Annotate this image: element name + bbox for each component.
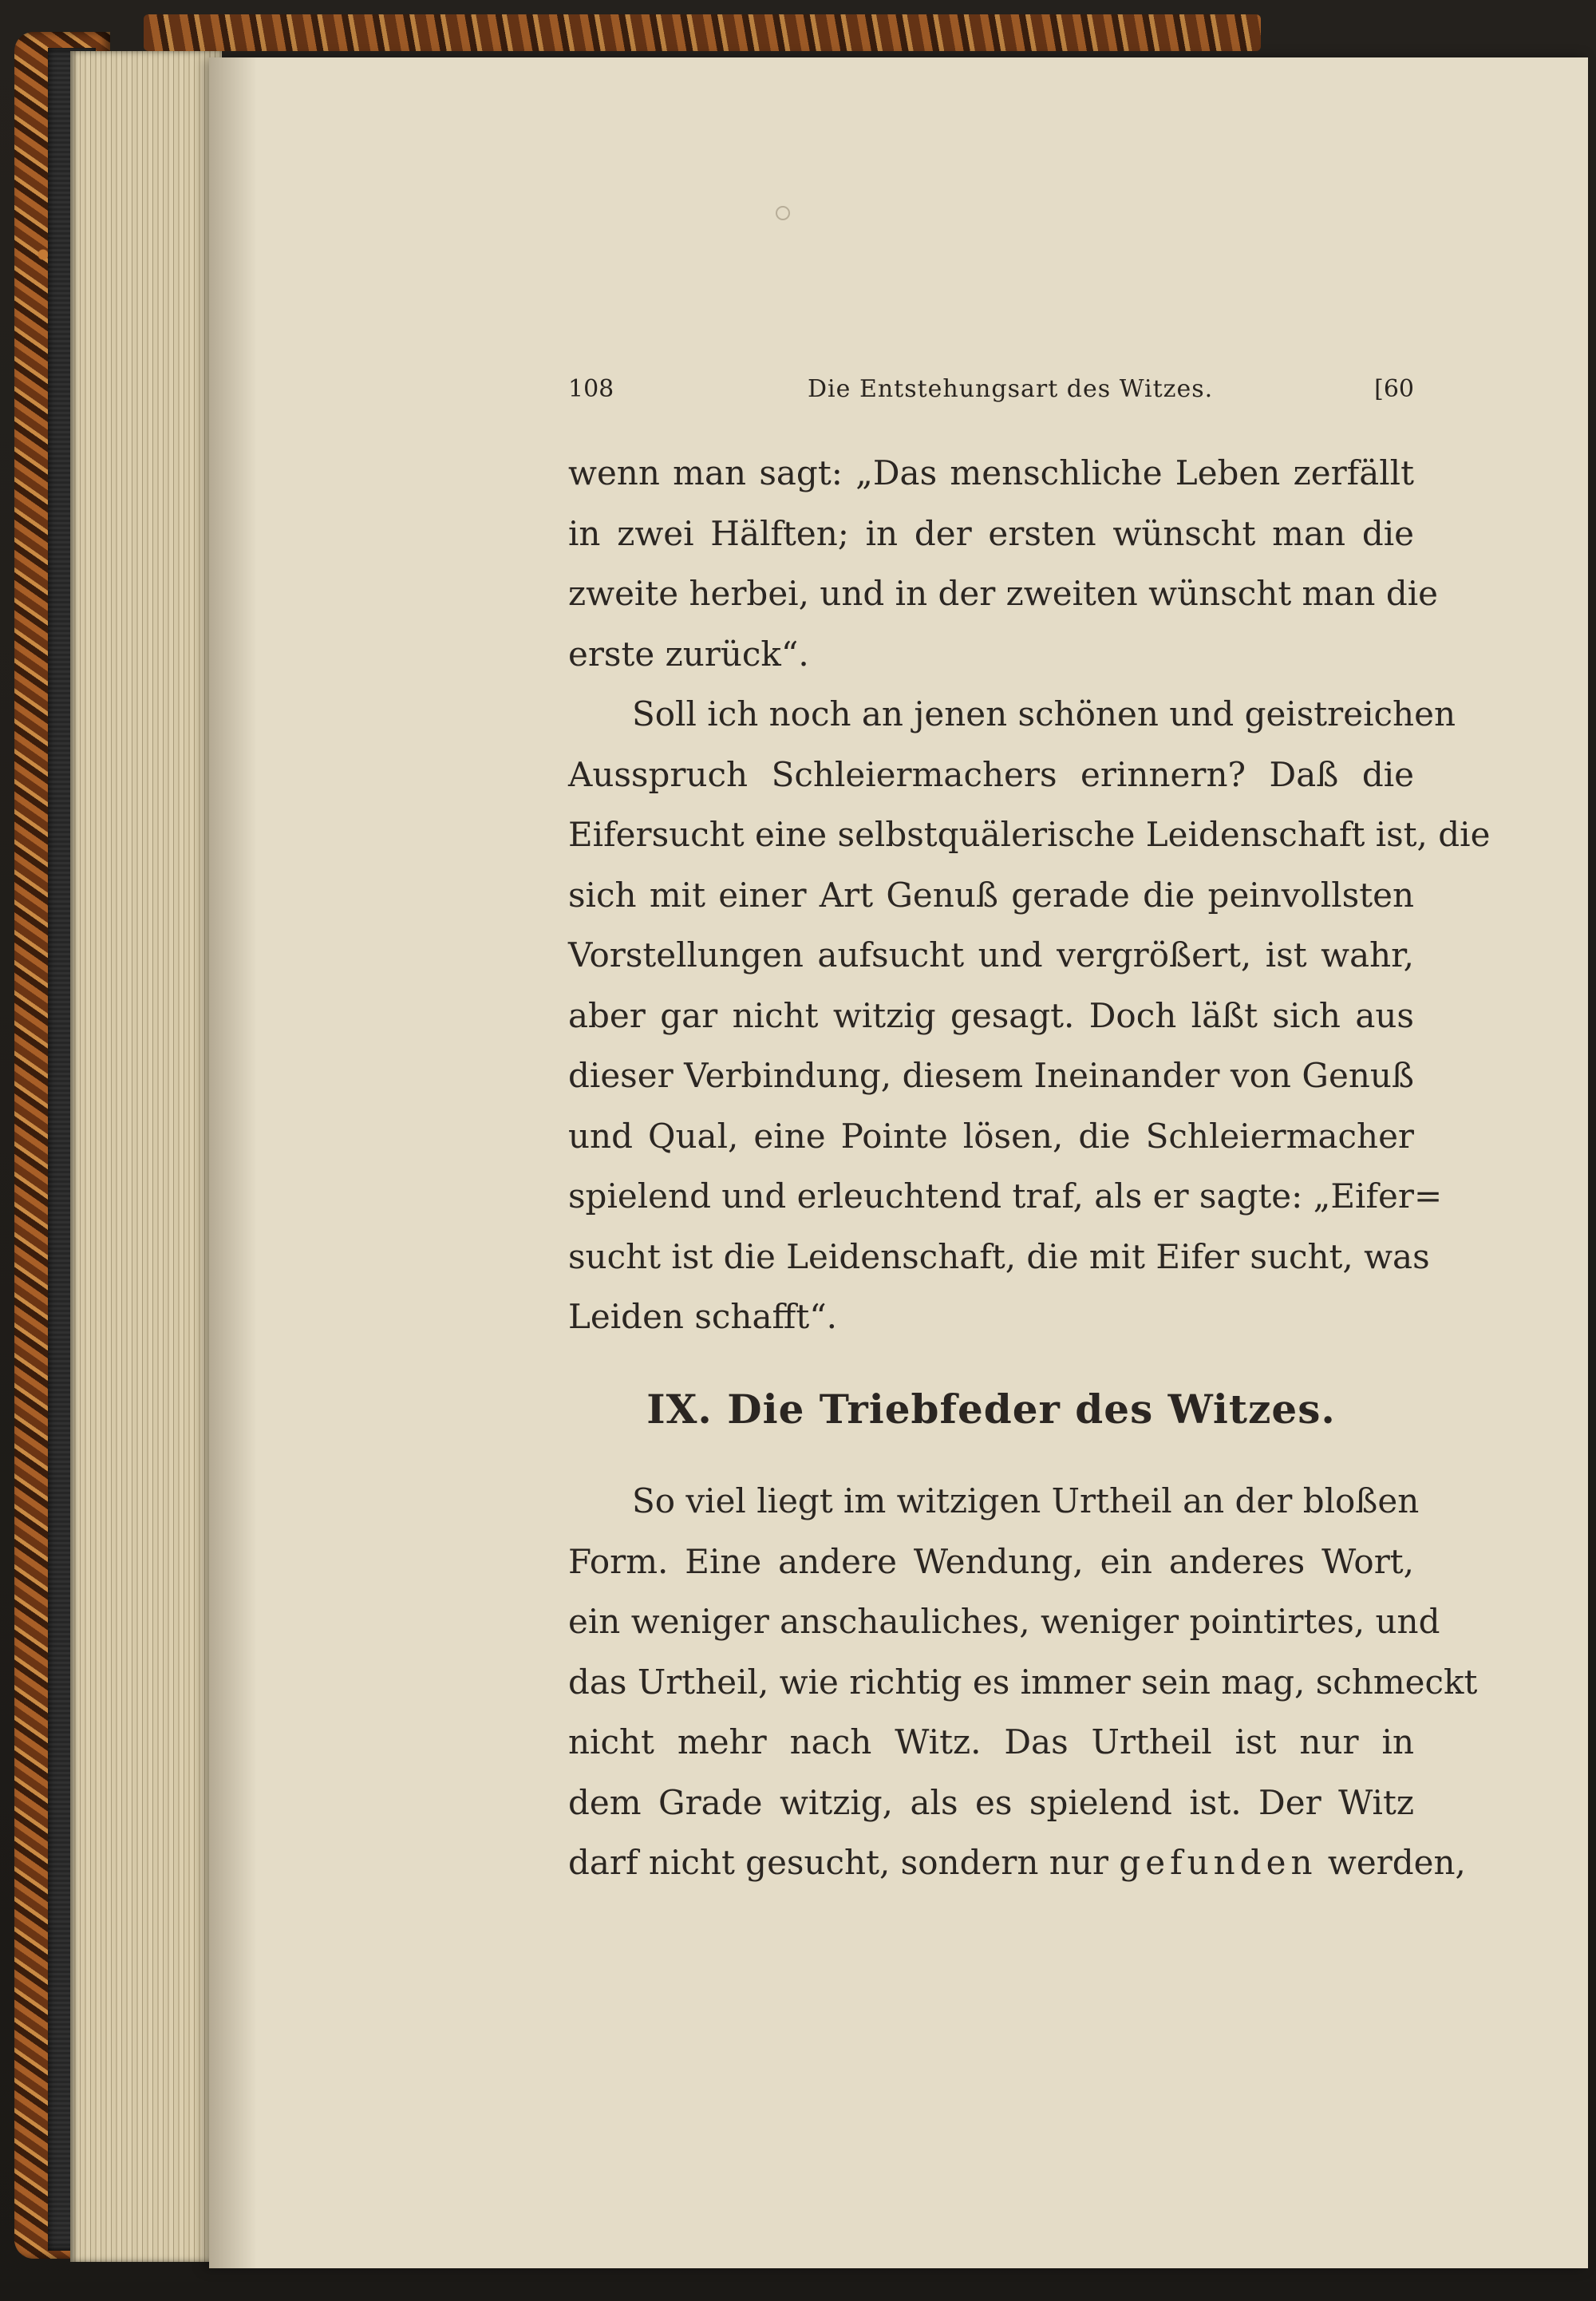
text-line: nicht mehr nach Witz. Das Urtheil ist nur in (568, 1722, 1414, 1761)
text-fragment: werden, (1317, 1843, 1466, 1882)
text-line: ein weniger anschauliches, weniger pointirtes, und (568, 1602, 1440, 1641)
text-line: sucht ist die Leidenschaft, die mit Eifer sucht, was (568, 1236, 1430, 1276)
text-line: Eifersucht eine selbstquälerische Leidenschaft ist, die (568, 815, 1491, 854)
text-line: wenn man sagt: „Das menschliche Leben zerfällt (568, 453, 1414, 492)
text-line: dem Grade witzig, als es spielend ist. Der Witz (568, 1782, 1414, 1822)
emphasized-word: gefunden (1119, 1843, 1317, 1882)
text-line: So viel liegt im witzigen Urtheil an der bloßen (632, 1481, 1420, 1520)
text-line: spielend und erleuchtend traf, als er sagte: „Eifer= (568, 1176, 1443, 1216)
text-line: Form. Eine andere Wendung, ein anderes Wort, (568, 1541, 1414, 1581)
page-number: 108 (568, 375, 614, 403)
running-head (568, 375, 1414, 410)
text-line: dieser Verbindung, diesem Ineinander von Genuß (568, 1056, 1414, 1095)
text-line: Vorstellungen aufsucht und vergrößert, ist wahr, (568, 935, 1414, 975)
gutter-shadow (209, 57, 257, 2268)
text-line: und Qual, eine Pointe lösen, die Schleiermacher (568, 1116, 1414, 1156)
text-line: zweite herbei, und in der zweiten wünscht man die (568, 574, 1438, 613)
cover-board-top (144, 14, 1261, 51)
section-heading: IX. Die Triebfeder des Witzes. (646, 1385, 1336, 1433)
text-line: Soll ich noch an jenen schönen und geistreichen (632, 694, 1456, 733)
text-line: Ausspruch Schleiermachers erinnern? Daß die (568, 754, 1414, 794)
text-line-last (568, 1832, 1466, 1893)
text-fragment: darf nicht gesucht, sondern nur (568, 1843, 1120, 1882)
text-line: sich mit einer Art Genuß gerade die peinvollsten (568, 875, 1414, 915)
text-line: das Urtheil, wie richtig es immer sein mag, schmeckt (568, 1662, 1478, 1702)
page-edges (70, 51, 222, 2262)
body-text (568, 443, 1491, 1893)
running-title: Die Entstehungsart des Witzes. (808, 375, 1214, 403)
text-line: Leiden schafft“. (568, 1297, 838, 1336)
text-line: erste zurück“. (568, 634, 809, 674)
paper-mark (776, 206, 790, 220)
text-line: aber gar nicht witzig gesagt. Doch läßt sich aus (568, 995, 1414, 1035)
signature-mark: [60 (1374, 375, 1414, 403)
text-line: in zwei Hälften; in der ersten wünscht man die (568, 513, 1414, 553)
